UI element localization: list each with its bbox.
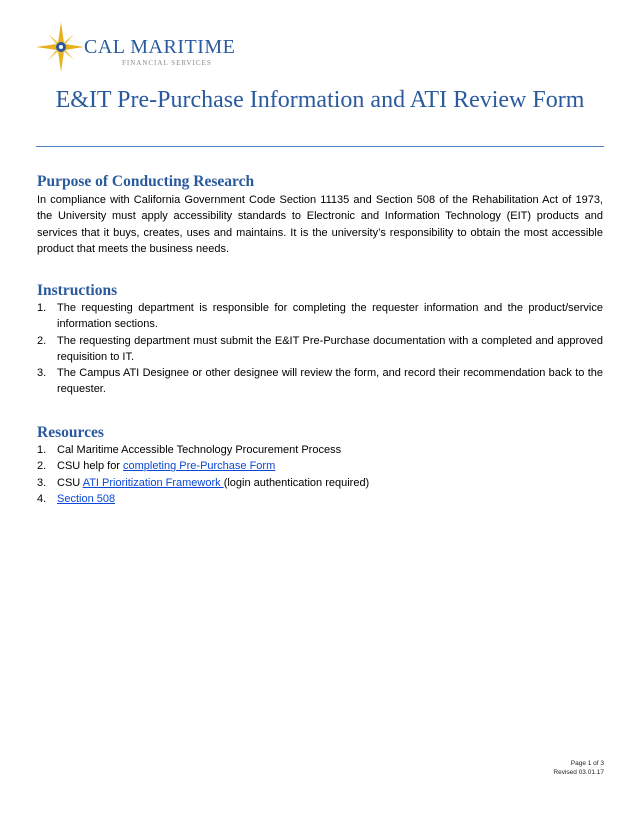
resource-prefix: CSU xyxy=(57,476,83,489)
compass-star-icon xyxy=(36,22,84,72)
section-508-link[interactable]: Section 508 xyxy=(57,492,116,505)
ati-framework-link[interactable]: ATI Prioritization Framework xyxy=(82,476,224,489)
page-number: Page 1 of 3 xyxy=(570,760,604,767)
cal-maritime-logo xyxy=(36,22,236,72)
instructions-list xyxy=(37,300,603,398)
list-item xyxy=(37,458,603,474)
logo-subtitle: FINANCIAL SERVICES xyxy=(122,59,212,67)
list-item xyxy=(37,442,603,458)
revised-date: Revised 03.01.17 xyxy=(553,769,604,776)
purpose-heading: Purpose of Conducting Research xyxy=(37,173,255,190)
resource-suffix: (login authentication required) xyxy=(223,476,370,489)
purpose-text: In compliance with California Government Code Section 11135 and Section 508 of the Rehabilitation Act of 1973, the University must apply accessibility standards to Electronic and Information Technology (EIT) products and services that it buys, creates, uses and maintains. It is the university’s responsibility to obtain the most accessible product that meets the business needs. xyxy=(37,194,603,255)
resources-list xyxy=(37,442,603,507)
resource-prefix: CSU help for xyxy=(57,460,124,473)
list-item-text: The requesting department is responsible for completing the requester information and the product/service information sections. xyxy=(57,302,603,331)
list-item xyxy=(37,365,603,398)
list-number: 3. xyxy=(37,367,47,380)
list-number: 2. xyxy=(37,334,47,347)
list-item xyxy=(37,333,603,366)
resources-heading: Resources xyxy=(37,424,104,441)
list-number: 4. xyxy=(37,492,47,505)
logo-name: CAL MARITIME xyxy=(84,36,236,58)
list-item xyxy=(37,475,603,491)
list-number: 3. xyxy=(37,476,47,489)
pre-purchase-form-link[interactable]: completing Pre-Purchase Form xyxy=(123,460,276,473)
instructions-heading: Instructions xyxy=(37,282,118,299)
page-title: E&IT Pre-Purchase Information and ATI Review Form xyxy=(55,87,585,113)
resource-text: Cal Maritime Accessible Technology Procurement Process xyxy=(57,444,342,456)
title-divider xyxy=(36,146,604,147)
list-number: 1. xyxy=(37,444,47,456)
list-item xyxy=(37,300,603,333)
list-number: 1. xyxy=(37,302,47,314)
page-footer xyxy=(553,759,604,777)
list-item xyxy=(37,491,603,507)
list-item-text: The requesting department must submit the E&IT Pre-Purchase documentation with a completed and approved requisition to IT. xyxy=(57,334,603,363)
list-number: 2. xyxy=(37,460,47,473)
list-item-text: The Campus ATI Designee or other designee will review the form, and record their recommendation back to the requester. xyxy=(57,367,603,396)
